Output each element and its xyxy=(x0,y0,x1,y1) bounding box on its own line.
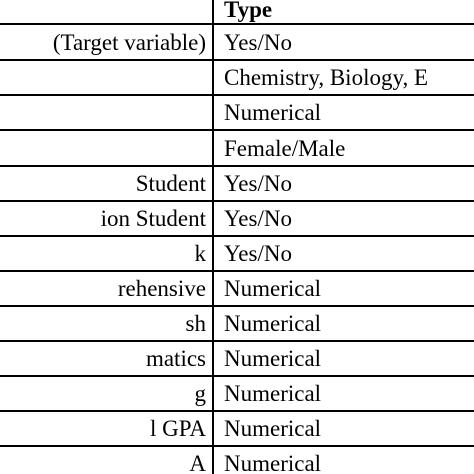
type-cell: Female/Male xyxy=(224,136,346,161)
type-cell: Numerical xyxy=(224,311,322,336)
type-cell: Yes/No xyxy=(224,30,292,55)
variable-cell: rehensive xyxy=(117,276,206,301)
variable-cell: A xyxy=(189,451,206,474)
type-column-header: Type xyxy=(224,0,273,22)
variable-cell: matics xyxy=(145,346,206,371)
variable-cell: (Target variable) xyxy=(52,30,206,55)
variable-cell: Student xyxy=(135,171,206,196)
table-row xyxy=(0,96,474,130)
table-row xyxy=(0,412,474,446)
variable-cell: k xyxy=(194,241,206,266)
variable-cell: sh xyxy=(185,311,206,336)
table-row xyxy=(0,447,474,474)
table-row xyxy=(0,342,474,376)
type-cell: Numerical xyxy=(224,381,322,406)
table-row xyxy=(0,167,474,201)
type-cell: Yes/No xyxy=(224,241,292,266)
type-cell: Yes/No xyxy=(224,206,292,231)
type-cell: Numerical xyxy=(224,416,322,441)
table-row xyxy=(0,61,474,95)
type-cell: Numerical xyxy=(224,276,322,301)
table-row xyxy=(0,237,474,271)
type-cell: Numerical xyxy=(224,346,322,371)
variable-cell: l GPA xyxy=(149,416,206,441)
type-cell: Chemistry, Biology, E xyxy=(224,65,429,90)
variable-cell: ion Student xyxy=(100,206,206,231)
type-cell: Numerical xyxy=(224,100,322,125)
variable-cell: g xyxy=(194,381,206,406)
table-row xyxy=(0,26,474,60)
table-row xyxy=(0,132,474,166)
table-row xyxy=(0,307,474,341)
type-cell: Yes/No xyxy=(224,171,292,196)
table-row xyxy=(0,272,474,306)
table-row xyxy=(0,377,474,411)
table-row xyxy=(0,202,474,236)
type-cell: Numerical xyxy=(224,451,322,474)
header-rule xyxy=(0,23,474,25)
